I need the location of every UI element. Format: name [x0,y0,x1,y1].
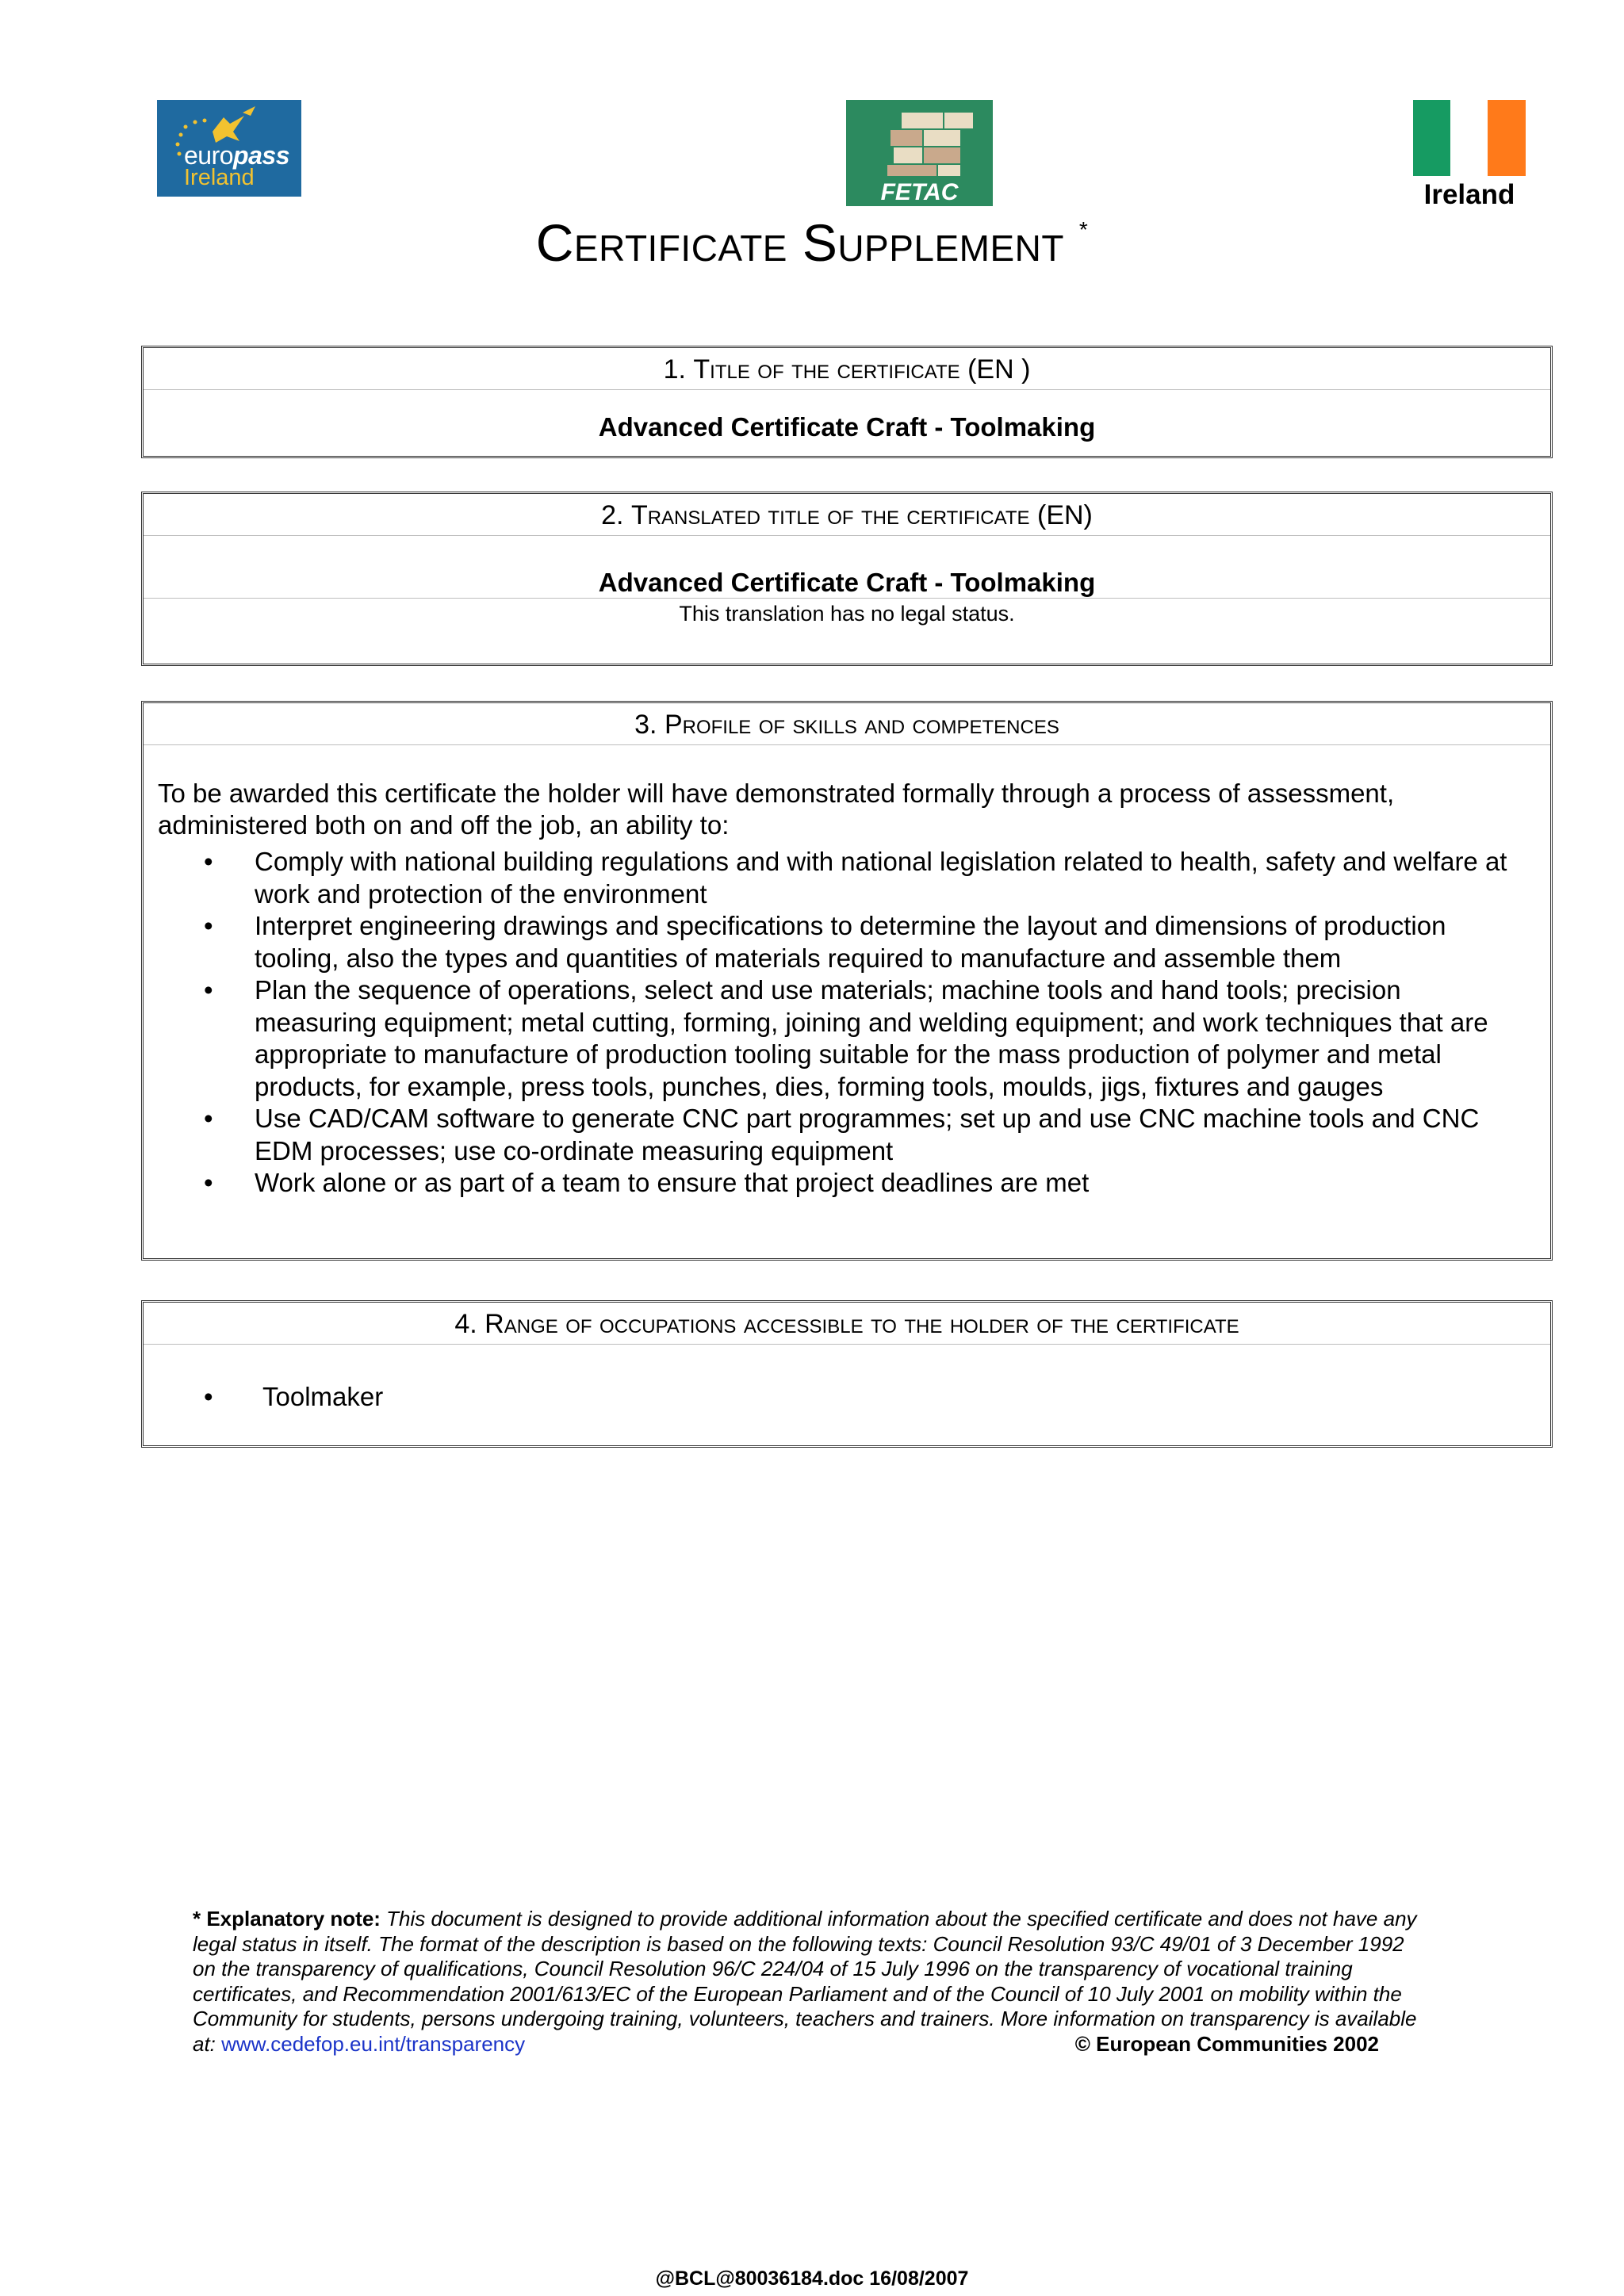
section-heading: 1. Title of the certificate (EN ) [144,348,1550,390]
explanatory-note: * Explanatory note: This document is designed to provide additional information about the specified certificate and does not have any legal status in itself. The format of the description is based on the following texts: Council Resolution 93/C 49/01 of 3 December 1992 on the transparency of qualifications, Council Resolution 96/C 224/04 of 15 July 1996 on the transparency of vocational training certificates, and Recommendation 2001/613/EC of the European Parliament and of the Council of 10 July 2001 on mobility within the Community for students, persons undergoing training, volunteers, teachers and trainers. More information on transparency is available at: www.cedefop.eu.int/transparency © European Communities 2002 [193,1907,1417,2056]
list-item: • Work alone or as part of a team to ensure that project deadlines are met [144,1167,1523,1200]
country-label: Ireland [1423,179,1515,210]
fetac-logo [846,100,993,206]
section-heading: 2. Translated title of the certificate (EN) [144,494,1550,536]
list-item: • Comply with national building regulations and with national legislation related to health, safety and welfare at work and protection of the environment [144,846,1523,910]
flag-stripe-orange [1488,100,1526,176]
section-occupations [141,1300,1553,1448]
section-heading: 3. Profile of skills and competences [144,703,1550,745]
europass-country: Ireland [184,165,255,190]
list-item: • Toolmaker [144,1382,383,1412]
certificate-title-value: Advanced Certificate Craft - Toolmaking [598,412,1096,442]
document-footer: @BCL@80036184.doc 16/08/2007 [655,2267,969,2290]
section-heading: 4. Range of occupations accessible to the holder of the certificate [144,1303,1550,1345]
europass-ireland-logo [157,100,301,197]
fetac-wordmark: FETAC [880,179,959,205]
flag-stripe-green [1413,100,1450,176]
list-item: • Use CAD/CAM software to generate CNC part programmes; set up and use CNC machine tools and CNC EDM processes; use co-ordinate measuring equipment [144,1103,1523,1167]
section-translated-title [141,492,1553,666]
ireland-flag-icon [1413,100,1526,176]
list-item: • Interpret engineering drawings and specifications to determine the layout and dimensions of production tooling, also the types and quantities of materials required to manufacture and assemble them [144,910,1523,974]
section-skills-profile [141,701,1553,1261]
skills-list [144,846,1523,1200]
europass-wordmark: europass [184,141,289,170]
transparency-link[interactable]: www.cedefop.eu.int/transparency [221,2031,526,2056]
translation-note: This translation has no legal status. [679,602,1015,626]
section-certificate-title [141,346,1553,458]
list-item: • Plan the sequence of operations, select and use materials; machine tools and hand tools; precision measuring equipment; metal cutting, forming, joining and welding equipment; and work techniques that are appropriate to manufacture of production tooling suitable for the mass production of polymer and metal products, for example, press tools, punches, dies, forming tools, moulds, jigs, fixtures and gauges [144,974,1523,1103]
flag-stripe-white [1450,100,1488,176]
translated-title-value: Advanced Certificate Craft - Toolmaking [598,568,1096,597]
page-title: Certificate Supplement * [535,213,1089,272]
skills-intro: To be awarded this certificate the holder will have demonstrated formally through a process of assessment, administered both on and off the job, an ability to: [158,779,1395,840]
fetac-blocks-icon [846,100,993,179]
copyright: © European Communities 2002 [1074,2031,1379,2056]
